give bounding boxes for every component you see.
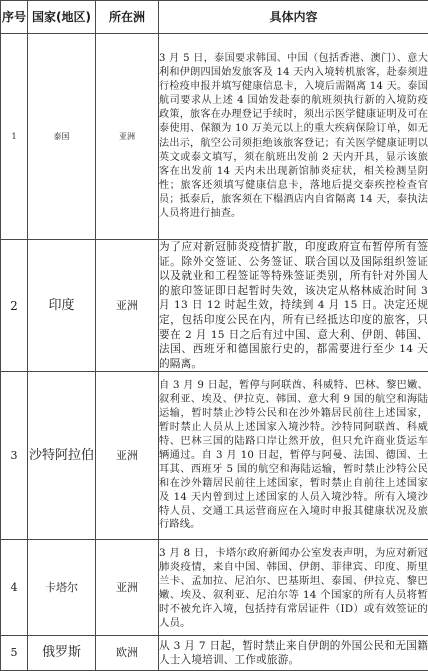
row-country: 印度 <box>28 240 96 372</box>
row-content: 从 3 月 7 日起，暂时禁止来自伊朗的外国公民和无国籍人士入境培训、工作或旅游。 <box>159 636 428 671</box>
table-row <box>1 372 428 540</box>
row-content: 为了应对新冠肺炎疫情扩散，印度政府宣布暂停所有签证。除外交签证、公务签证、联合国以及国际组织签证以及就业和工程签证等特殊签证类别，所有针对外国人的旅印签证即日起暂时失效，该决定从格林威治时间 3 月 13 日 12 时起生效，持续到 4 月 15 日。决定还规定，包括印度公民在内，所有已经抵达印度的旅客，只要在 2 月 15 日之后有过中国、意大利、伊朗、韩国、法国、西班牙和德国旅行史的，都需要进行至少 14 天的隔离。 <box>159 240 428 372</box>
row-country: 泰国 <box>28 34 96 240</box>
row-country: 俄罗斯 <box>28 636 96 671</box>
header-content: 具体内容 <box>159 1 428 34</box>
row-continent: 亚洲 <box>96 34 159 240</box>
table-row <box>1 636 428 671</box>
row-continent: 亚洲 <box>96 540 159 636</box>
row-continent: 亚洲 <box>96 240 159 372</box>
header-index: 序号 <box>1 1 28 34</box>
row-country: 卡塔尔 <box>28 540 96 636</box>
row-continent: 亚洲 <box>96 372 159 540</box>
header-country: 国家(地区) <box>28 1 96 34</box>
row-continent: 欧洲 <box>96 636 159 671</box>
row-content: 自 3 月 9 日起，暂停与阿联酋、科威特、巴林、黎巴嫩、叙利亚、埃及、伊拉克、韩国、意大利 9 国的航空和海陆运输，暂时禁止沙特公民和在沙外籍居民前往上述国家，暂时禁止人员从上述国家入境沙特。沙特同阿联酋、科威特、巴林三国的陆路口岸让然开放，但只允许商业货运车辆通过。自 3 月 10 日起，暂停与阿曼、法国、德国、土耳其、西班牙 5 国的航空和海陆运输，暂时禁止沙特公民和在沙外籍居民前往上述国家，暂时禁止自前往上述国家及 14 天内曾到过上述国家的人员入境沙特。所有入境沙特人员、交通工具运营商应在入境时申报其健康状况及旅行路线。 <box>159 372 428 540</box>
table-row <box>1 34 428 240</box>
row-content: 3 月 8 日，卡塔尔政府新闻办公室发表声明，为应对新冠肺炎疫情，来自中国、韩国、伊朗、菲律宾、印度、斯里兰卡、孟加拉、尼泊尔、巴基斯坦、泰国、伊拉克、黎巴嫩、埃及、叙利亚、尼泊尔等 14 个国家的所有人员将暂时不被允许入境，包括持有常居证件（ID）或有效签证的人员。 <box>159 540 428 636</box>
row-index: 1 <box>1 34 28 240</box>
row-index: 4 <box>1 540 28 636</box>
row-index: 5 <box>1 636 28 671</box>
row-index: 3 <box>1 372 28 540</box>
header-continent: 所在洲 <box>96 1 159 34</box>
row-content: 3 月 5 日，泰国要求韩国、中国（包括香港、澳门）、意大利和伊朗四国始发旅客及 14 天内入境转机旅客，赴泰须进行检疫申报并填写健康信息卡，入境后需隔离 14 天。泰国航司要求从上述 4 国始发赴泰的航班须执行新的入境防疫政策，旅客在办理登记手续时，须出示医学健康证明及可在泰使用、保额为 10 万美元以上的重大疾病保险订单，如无法出示，航空公司须拒绝该旅客登记；有关医学健康证明以英文或泰文填写，须在航班出发前 2 天内开具，显示该旅客在出发前 14 天内未出现新馆肺炎症状，相关检测呈阴性；旅客还须填写健康信息卡，落地后提交泰疾控检查官员；抵泰后，旅客须在下榻酒店内自省隔离 14 天，泰执法人员将进行抽查。 <box>159 34 428 240</box>
table-row <box>1 540 428 636</box>
row-country: 沙特阿拉伯 <box>28 372 96 540</box>
header-row <box>1 1 428 34</box>
table-row <box>1 240 428 372</box>
row-index: 2 <box>1 240 28 372</box>
